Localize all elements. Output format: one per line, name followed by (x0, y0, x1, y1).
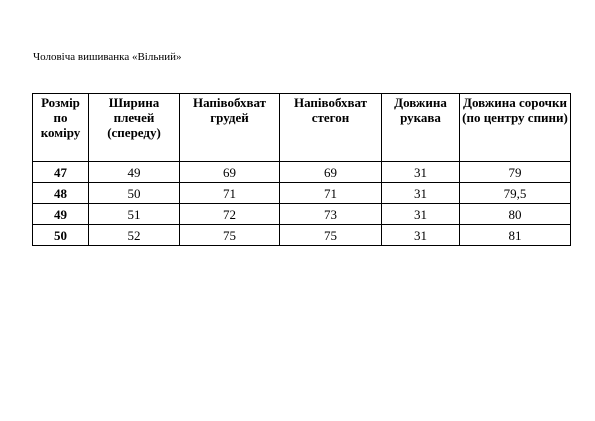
table-cell: 75 (280, 225, 382, 246)
table-cell-size: 49 (33, 204, 89, 225)
table-cell: 49 (89, 162, 180, 183)
table-cell: 52 (89, 225, 180, 246)
table-row (33, 225, 571, 246)
table-cell: 72 (180, 204, 280, 225)
table-cell: 51 (89, 204, 180, 225)
document-title: Чоловіча вишиванка «Вільний» (33, 51, 182, 63)
table-cell: 73 (280, 204, 382, 225)
table-cell-size: 50 (33, 225, 89, 246)
table-row (33, 162, 571, 183)
table-cell: 80 (460, 204, 571, 225)
table-cell: 71 (280, 183, 382, 204)
table-cell: 69 (280, 162, 382, 183)
table-cell: 31 (382, 162, 460, 183)
table-header-row (33, 94, 571, 162)
table-cell: 81 (460, 225, 571, 246)
table-cell-size: 48 (33, 183, 89, 204)
table-cell: 71 (180, 183, 280, 204)
table-cell: 69 (180, 162, 280, 183)
table-cell: 31 (382, 225, 460, 246)
table-row (33, 183, 571, 204)
table-row (33, 204, 571, 225)
header-half-chest: Напівобхват грудей (180, 94, 280, 162)
table-cell-size: 47 (33, 162, 89, 183)
table-cell: 75 (180, 225, 280, 246)
header-collar-size: Розмір по коміру (33, 94, 89, 162)
header-sleeve-length: Довжина рукава (382, 94, 460, 162)
table-cell: 31 (382, 204, 460, 225)
table-cell: 79,5 (460, 183, 571, 204)
header-half-hips: Напівобхват стегон (280, 94, 382, 162)
header-shirt-length: Довжина сорочки (по центру спини) (460, 94, 571, 162)
table-cell: 50 (89, 183, 180, 204)
size-table (32, 93, 571, 246)
header-shoulder-width: Ширина плечей (спереду) (89, 94, 180, 162)
table-cell: 31 (382, 183, 460, 204)
table-cell: 79 (460, 162, 571, 183)
